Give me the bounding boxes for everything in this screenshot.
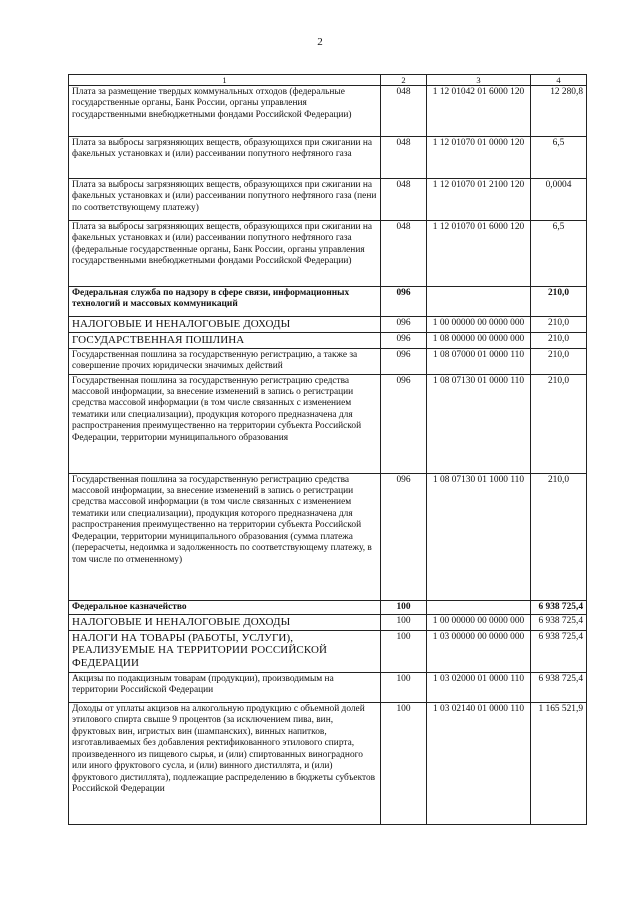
- row-amount: 210,0: [531, 287, 587, 317]
- table-row: [69, 630, 587, 672]
- row-amount: 210,0: [531, 317, 587, 333]
- row-admin-code: 096: [381, 374, 427, 473]
- row-amount: 6 938 725,4: [531, 672, 587, 702]
- row-admin-code: 096: [381, 473, 427, 600]
- row-budget-code: [427, 600, 531, 614]
- table-row: [69, 374, 587, 473]
- row-budget-code: [427, 287, 531, 317]
- header-col-4: 4: [531, 75, 587, 86]
- row-amount: 210,0: [531, 473, 587, 600]
- row-budget-code: 1 12 01042 01 6000 120: [427, 86, 531, 137]
- row-admin-code: 096: [381, 332, 427, 348]
- row-admin-code: 096: [381, 317, 427, 333]
- table-row-section: [69, 600, 587, 614]
- row-name: Государственная пошлина за государственную регистрацию средства массовой информации, за внесение изменений в запись о регистрации средства массовой информации (в том числе связанных с изменением тематики или специализации), продукция которого предназначена для распространения преимущественно на территории субъекта Российской Федерации, территории муниципального образования (сумма платежа (перерасчеты, недоимка и задолженность по соответствующему платежу, в том числе по отмененному): [69, 473, 381, 600]
- row-budget-code: 1 08 07130 01 0000 110: [427, 374, 531, 473]
- row-name: Доходы от уплаты акцизов на алкогольную продукцию с объемной долей этилового спирта свыше 9 процентов (за исключением пива, вин, фруктовых вин, игристых вин (шампанских), винных напитков, изготавливаемых без добавления ректификованного этилового спирта, произведенного из пищевого сырья, и (или) спиртованных виноградного или иного фруктового сусла, и (или) винного дистиллята, и (или) фруктового дистиллята), подлежащие распределению в бюджеты субъектов Российской Федерации: [69, 702, 381, 824]
- table-row-section: [69, 287, 587, 317]
- row-admin-code: 100: [381, 630, 427, 672]
- row-amount: 6 938 725,4: [531, 614, 587, 630]
- row-budget-code: 1 08 07130 01 1000 110: [427, 473, 531, 600]
- row-name: НАЛОГОВЫЕ И НЕНАЛОГОВЫЕ ДОХОДЫ: [69, 614, 381, 630]
- row-admin-code: 048: [381, 221, 427, 287]
- page-number: 2: [317, 36, 323, 48]
- row-admin-code: 100: [381, 672, 427, 702]
- header-col-2: 2: [381, 75, 427, 86]
- row-admin-code: 048: [381, 86, 427, 137]
- row-budget-code: 1 00 00000 00 0000 000: [427, 614, 531, 630]
- row-amount: 6,5: [531, 137, 587, 179]
- row-name: Плата за выбросы загрязняющих веществ, образующихся при сжигании на факельных установках и (или) рассеивании попутного нефтяного газа (федеральные государственные органы, Банк России, органы управления государственными внебюджетными фондами Российской Федерации): [69, 221, 381, 287]
- row-name: Федеральное казначейство: [69, 600, 381, 614]
- row-amount: 6,5: [531, 221, 587, 287]
- table-row: [69, 614, 587, 630]
- row-amount: 0,0004: [531, 179, 587, 221]
- row-amount: 6 938 725,4: [531, 600, 587, 614]
- row-amount: 6 938 725,4: [531, 630, 587, 672]
- row-amount: 12 280,8: [531, 86, 587, 137]
- table-row: [69, 348, 587, 374]
- row-budget-code: 1 12 01070 01 2100 120: [427, 179, 531, 221]
- row-admin-code: 048: [381, 137, 427, 179]
- row-budget-code: 1 12 01070 01 6000 120: [427, 221, 531, 287]
- table-row: [69, 86, 587, 137]
- row-amount: 1 165 521,9: [531, 702, 587, 824]
- row-budget-code: 1 12 01070 01 0000 120: [427, 137, 531, 179]
- row-budget-code: 1 08 00000 00 0000 000: [427, 332, 531, 348]
- header-col-3: 3: [427, 75, 531, 86]
- revenue-table: [68, 74, 587, 825]
- row-admin-code: 096: [381, 287, 427, 317]
- row-budget-code: 1 08 07000 01 0000 110: [427, 348, 531, 374]
- header-col-1: 1: [69, 75, 381, 86]
- row-amount: 210,0: [531, 374, 587, 473]
- row-budget-code: 1 03 02140 01 0000 110: [427, 702, 531, 824]
- table-row: [69, 317, 587, 333]
- row-admin-code: 048: [381, 179, 427, 221]
- row-amount: 210,0: [531, 348, 587, 374]
- row-admin-code: 100: [381, 600, 427, 614]
- row-budget-code: 1 00 00000 00 0000 000: [427, 317, 531, 333]
- row-name: Акцизы по подакцизным товарам (продукции), производимым на территории Российской Федерации: [69, 672, 381, 702]
- row-name: Государственная пошлина за государственную регистрацию, а также за совершение прочих юридически значимых действий: [69, 348, 381, 374]
- table-row: [69, 179, 587, 221]
- row-name: Плата за размещение твердых коммунальных отходов (федеральные государственные органы, Банк России, органы управления государственными внебюджетными фондами Российской Федерации): [69, 86, 381, 137]
- row-budget-code: 1 03 02000 01 0000 110: [427, 672, 531, 702]
- row-name: Государственная пошлина за государственную регистрацию средства массовой информации, за внесение изменений в запись о регистрации средства массовой информации (в том числе связанных с изменением тематики или специализации), продукция которого предназначена для распространения преимущественно на территории субъекта Российской Федерации, территории муниципального образования: [69, 374, 381, 473]
- row-amount: 210,0: [531, 332, 587, 348]
- row-budget-code: 1 03 00000 00 0000 000: [427, 630, 531, 672]
- row-admin-code: 096: [381, 348, 427, 374]
- row-name: ГОСУДАРСТВЕННАЯ ПОШЛИНА: [69, 332, 381, 348]
- row-name: Федеральная служба по надзору в сфере связи, информационных технологий и массовых коммуникаций: [69, 287, 381, 317]
- table-header-row: [69, 75, 587, 86]
- table-row: [69, 332, 587, 348]
- row-name: НАЛОГОВЫЕ И НЕНАЛОГОВЫЕ ДОХОДЫ: [69, 317, 381, 333]
- table-row: [69, 221, 587, 287]
- table-row: [69, 473, 587, 600]
- table-row: [69, 702, 587, 824]
- table-row: [69, 672, 587, 702]
- row-name: Плата за выбросы загрязняющих веществ, образующихся при сжигании на факельных установках и (или) рассеивании попутного нефтяного газа (пени по соответствующему платежу): [69, 179, 381, 221]
- row-admin-code: 100: [381, 614, 427, 630]
- table-row: [69, 137, 587, 179]
- row-name: Плата за выбросы загрязняющих веществ, образующихся при сжигании на факельных установках и (или) рассеивании попутного нефтяного газа: [69, 137, 381, 179]
- row-name: НАЛОГИ НА ТОВАРЫ (РАБОТЫ, УСЛУГИ), РЕАЛИЗУЕМЫЕ НА ТЕРРИТОРИИ РОССИЙСКОЙ ФЕДЕРАЦИИ: [69, 630, 381, 672]
- row-admin-code: 100: [381, 702, 427, 824]
